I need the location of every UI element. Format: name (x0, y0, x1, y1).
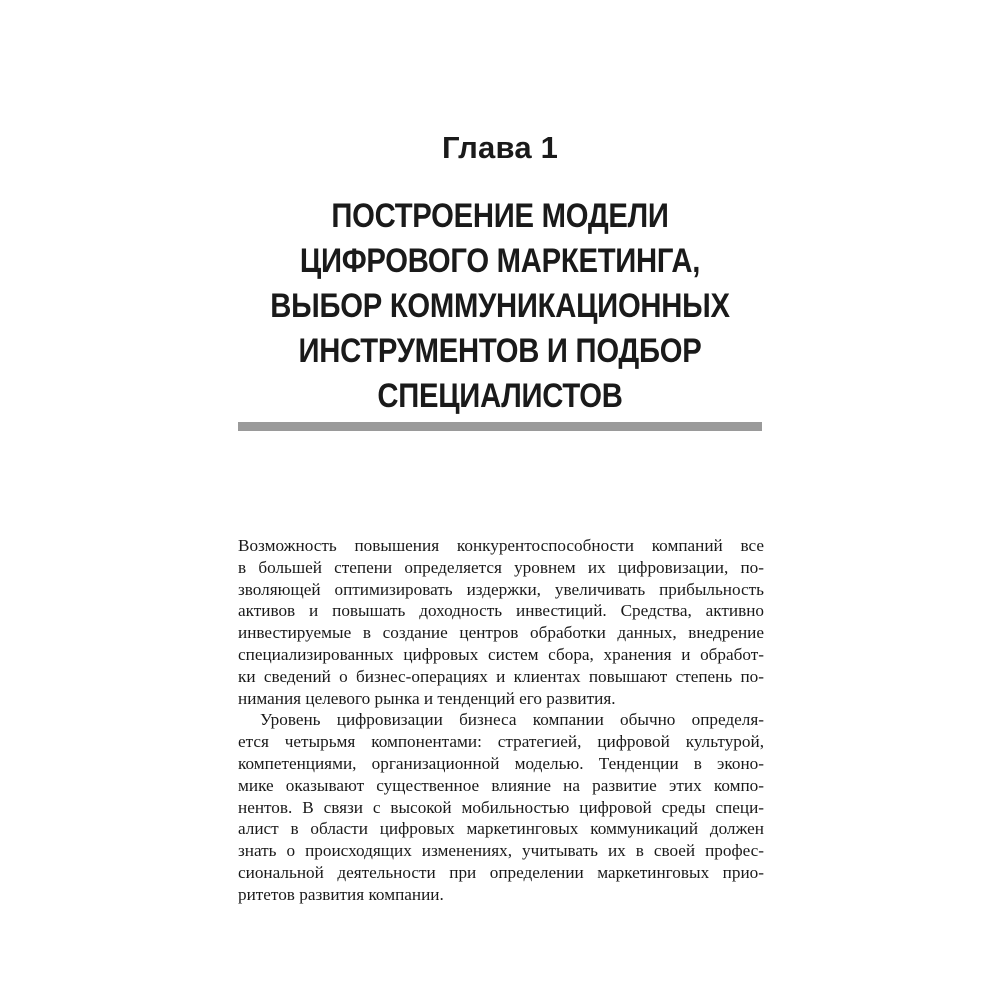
text-line: ки сведений о бизнес-операциях и клиентах повышают степень по- (238, 666, 764, 686)
chapter-title-line: СПЕЦИАЛИСТОВ (377, 377, 623, 415)
body-text (238, 535, 764, 906)
text-line: инвестируемые в создание центров обработки данных, внедрение (238, 623, 764, 643)
text-line: компетенциями, организационной моделью. Тенденции в эконо- (238, 753, 764, 773)
text-line: сиональной деятельности при определении маркетинговых прио- (238, 862, 764, 882)
text-line: Возможность повышения конкурентоспособности компаний все (238, 536, 764, 555)
paragraph-2 (238, 709, 764, 905)
chapter-title-line: ИНСТРУМЕНТОВ И ПОДБОР (298, 332, 702, 370)
chapter-label: Глава 1 (441, 130, 559, 165)
text-line: нимания целевого рынка и тенденций его развития. (238, 688, 616, 708)
text-line: зволяющей оптимизировать издержки, увеличивать прибыльность (238, 579, 764, 599)
chapter-title-line: ЦИФРОВОГО МАРКЕТИНГА, (299, 242, 701, 280)
text-line: ритетов развития компании. (238, 884, 444, 904)
chapter-title-line: ПОСТРОЕНИЕ МОДЕЛИ (331, 197, 669, 235)
paragraph-1 (238, 535, 764, 709)
text-line: активов и повышать доходность инвестиций. Средства, активно (238, 601, 764, 621)
text-line: мике оказывают существенное влияние на развитие этих компо- (238, 775, 764, 795)
chapter-title-line: ВЫБОР КОММУНИКАЦИОННЫХ (270, 287, 730, 325)
text-line: нентов. В связи с высокой мобильностью цифровой среды специ- (238, 797, 764, 817)
title-divider (238, 422, 762, 431)
text-line: Уровень цифровизации бизнеса компании обычно определя- (260, 710, 764, 730)
chapter-title (225, 194, 775, 419)
text-line: алист в области цифровых маркетинговых коммуникаций должен (238, 819, 764, 839)
text-line: ется четырьмя компонентами: стратегией, цифровой культурой, (238, 732, 764, 752)
text-line: в большей степени определяется уровнем их цифровизации, по- (238, 557, 764, 577)
text-line: специализированных цифровых систем сбора, хранения и обработ- (238, 644, 764, 664)
text-line: знать о происходящих изменениях, учитывать их в своей профес- (238, 841, 764, 861)
